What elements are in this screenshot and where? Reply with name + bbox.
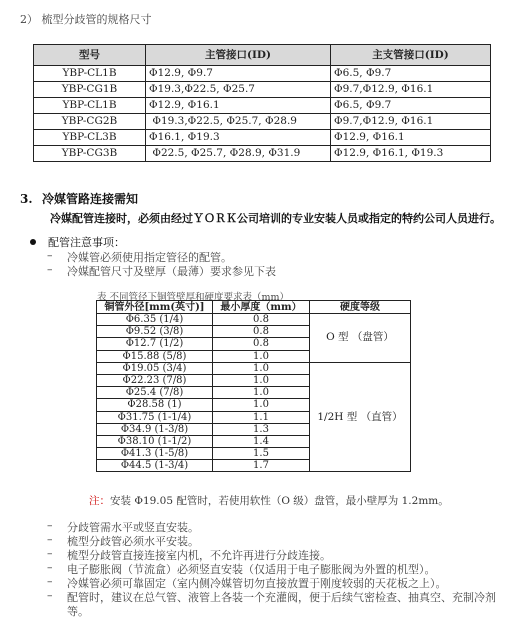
cell-thickness: 1.3 bbox=[213, 423, 310, 435]
cell-thickness: 0.8 bbox=[213, 338, 310, 350]
cell-branch: Φ9.7,Φ12.9, Φ16.1 bbox=[331, 114, 491, 130]
cell-hardness-half-h: 1/2H 型 （直管） bbox=[310, 362, 411, 472]
dash-icon: – bbox=[47, 547, 53, 560]
section-3-title: 冷媒管路连接需知 bbox=[42, 192, 139, 206]
dash-icon: – bbox=[47, 589, 53, 602]
cell-thickness: 0.8 bbox=[213, 326, 310, 338]
cell-diameter: Φ41.3 (1-5/8) bbox=[97, 448, 213, 460]
cell-model: YBP-CL1B bbox=[34, 98, 146, 114]
footnote-text: 安装 Φ19.05 配管时，若使用软性（O 级）盘管，最小壁厚为 1.2mm。 bbox=[110, 495, 449, 507]
cell-diameter: Φ6.35 (1/4) bbox=[97, 314, 213, 326]
cell-main: Φ22.5, Φ25.7, Φ28.9, Φ31.9 bbox=[146, 146, 331, 162]
header-hardness: 硬度等级 bbox=[310, 301, 411, 314]
bullet-dot-icon bbox=[30, 239, 36, 245]
cell-diameter: Φ25.4 (7/8) bbox=[97, 387, 213, 399]
cell-thickness: 1.4 bbox=[213, 435, 310, 447]
table-row bbox=[34, 98, 491, 114]
footnote-label: 注： bbox=[89, 495, 110, 507]
dash-icon: – bbox=[47, 249, 53, 262]
cell-thickness: 1.0 bbox=[213, 350, 310, 362]
dash-icon: – bbox=[47, 519, 53, 532]
thickness-table-caption: 表 不同管径下铜管壁厚和硬度要求表（mm） bbox=[97, 292, 290, 303]
cell-main: Φ16.1, Φ19.3 bbox=[146, 130, 331, 146]
cell-diameter: Φ22.23 (7/8) bbox=[97, 374, 213, 386]
table-row bbox=[34, 82, 491, 98]
cell-diameter: Φ31.75 (1-1/4) bbox=[97, 411, 213, 423]
cell-branch: Φ6.5, Φ9.7 bbox=[331, 66, 491, 82]
cell-thickness: 0.8 bbox=[213, 314, 310, 326]
cell-branch: Φ12.9, Φ16.1, Φ19.3 bbox=[331, 146, 491, 162]
bullet-heading bbox=[30, 234, 125, 250]
cell-diameter: Φ9.52 (3/8) bbox=[97, 326, 213, 338]
cell-main: Φ19.3,Φ22.5, Φ25.7, Φ28.9 bbox=[146, 114, 331, 130]
cell-model: YBP-CG3B bbox=[34, 146, 146, 162]
bullet-title: 配管注意事项： bbox=[48, 236, 125, 249]
cell-main: Φ19.3,Φ22.5, Φ25.7 bbox=[146, 82, 331, 98]
table-row bbox=[34, 146, 491, 162]
list-item bbox=[0, 533, 522, 547]
list-item bbox=[0, 561, 522, 575]
section-2-title: 2） 梳型分歧管的规格尺寸 bbox=[20, 13, 152, 26]
cell-model: YBP-CG1B bbox=[34, 82, 146, 98]
list-item bbox=[0, 519, 522, 533]
cell-diameter: Φ15.88 (5/8) bbox=[97, 350, 213, 362]
cell-model: YBP-CG2B bbox=[34, 114, 146, 130]
dash-icon: – bbox=[47, 561, 53, 574]
cell-branch: Φ6.5, Φ9.7 bbox=[331, 98, 491, 114]
table-row bbox=[97, 314, 411, 326]
list-item-text: 梳型分歧管必须水平安装。 bbox=[67, 535, 199, 548]
list-item-text: 冷媒管必须可靠固定（室内侧冷媒管切勿直接放置于刚度较弱的天花板之上）。 bbox=[67, 577, 447, 590]
cell-thickness: 1.7 bbox=[213, 460, 310, 472]
list-item-continuation bbox=[0, 603, 522, 617]
list-item bbox=[0, 547, 522, 561]
dash-icon: – bbox=[47, 533, 53, 546]
table-row bbox=[34, 130, 491, 146]
table-footnote bbox=[89, 493, 449, 508]
cell-thickness: 1.0 bbox=[213, 387, 310, 399]
cell-thickness: 1.0 bbox=[213, 362, 310, 374]
spec-table bbox=[33, 44, 491, 162]
cell-diameter: Φ28.58 (1) bbox=[97, 399, 213, 411]
header-min-thickness: 最小厚度（mm） bbox=[213, 301, 310, 314]
header-main-pipe: 主管接口(ID) bbox=[146, 45, 331, 66]
dash-icon: – bbox=[47, 263, 53, 276]
table-row bbox=[34, 66, 491, 82]
list-item bbox=[0, 263, 522, 277]
section-3-number: 3. bbox=[20, 192, 33, 206]
cell-model: YBP-CL3B bbox=[34, 130, 146, 146]
cell-thickness: 1.5 bbox=[213, 448, 310, 460]
cell-diameter: Φ34.9 (1-3/8) bbox=[97, 423, 213, 435]
cell-hardness-o: O 型 （盘管） bbox=[310, 314, 411, 363]
list-item-text: 电子膨胀阀（节流盒）必须竖直安装（仅适用于电子膨胀阀为外置的机型）。 bbox=[67, 563, 436, 576]
list-item-text: 配管时，建议在总气管、液管上各装一个充灌阀，便于后续气密检查、抽真空、充制冷剂 bbox=[67, 591, 496, 604]
cell-thickness: 1.0 bbox=[213, 374, 310, 386]
header-branch-pipe: 主支管接口(ID) bbox=[331, 45, 491, 66]
thickness-table-header bbox=[97, 301, 411, 314]
cell-branch: Φ12.9, Φ16.1 bbox=[331, 130, 491, 146]
spec-table-header bbox=[34, 45, 491, 66]
list-item-text: 冷媒管必须使用指定管径的配管。 bbox=[67, 251, 232, 264]
list-item bbox=[0, 249, 522, 263]
cell-main: Φ12.9, Φ16.1 bbox=[146, 98, 331, 114]
dash-icon: – bbox=[47, 575, 53, 588]
cell-diameter: Φ12.7 (1/2) bbox=[97, 338, 213, 350]
section-3-heading bbox=[20, 190, 138, 207]
table-row bbox=[97, 362, 411, 374]
cell-branch: Φ9.7,Φ12.9, Φ16.1 bbox=[331, 82, 491, 98]
cell-model: YBP-CL1B bbox=[34, 66, 146, 82]
list-item-text: 等。 bbox=[67, 605, 89, 618]
list-item-text: 分歧管需水平或竖直安装。 bbox=[67, 521, 199, 534]
header-diameter: 铜管外径[mm(英寸)] bbox=[97, 301, 213, 314]
list-item-text: 冷媒配管尺寸及壁厚（最薄）要求参见下表 bbox=[67, 265, 276, 278]
cell-thickness: 1.0 bbox=[213, 399, 310, 411]
cell-diameter: Φ19.05 (3/4) bbox=[97, 362, 213, 374]
cell-thickness: 1.1 bbox=[213, 411, 310, 423]
installer-requirement: 冷媒配管连接时，必须由经过ＹＯＲＫ公司培训的专业安装人员或指定的特约公司人员进行。 bbox=[50, 212, 501, 225]
cell-diameter: Φ44.5 (1-3/4) bbox=[97, 460, 213, 472]
thickness-table bbox=[96, 300, 411, 472]
header-model: 型号 bbox=[34, 45, 146, 66]
list-item bbox=[0, 575, 522, 589]
cell-main: Φ12.9, Φ9.7 bbox=[146, 66, 331, 82]
list-item bbox=[0, 589, 522, 603]
cell-diameter: Φ38.10 (1-1/2) bbox=[97, 435, 213, 447]
list-item-text: 梳型分歧管直接连接室内机，不允许再进行分歧连接。 bbox=[67, 549, 331, 562]
table-row bbox=[34, 114, 491, 130]
